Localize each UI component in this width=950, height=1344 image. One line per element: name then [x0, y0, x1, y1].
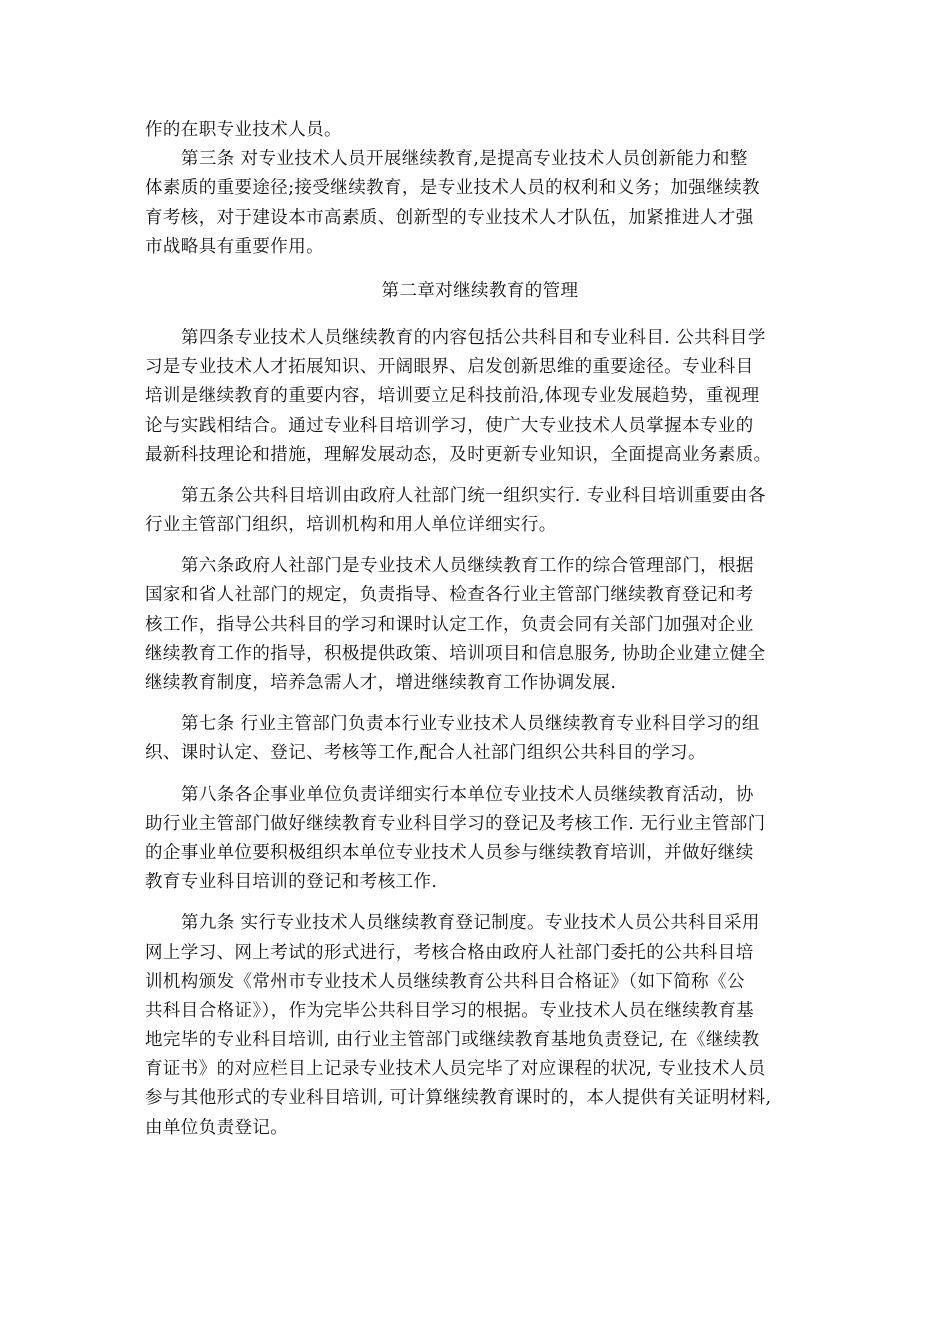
text-line: 育考核，对于建设本市高素质、创新型的专业技术人才队伍，加紧推进人才强 [145, 207, 754, 228]
article-6 [145, 552, 815, 698]
text-line: 国家和省人社部门的规定，负责指导、检查各行业主管部门继续教育登记和考 [145, 585, 754, 606]
text-line: 训机构颁发《常州市专业技术人员继续教育公共科目合格证》（如下简称《公 [145, 971, 745, 992]
text-line: 第三条 对专业技术人员开展继续教育,是提高专业技术人员创新能力和整 [181, 149, 748, 170]
text-line: 助行业主管部门做好继续教育专业科目学习的登记及考核工作. 无行业主管部门 [145, 813, 766, 834]
text-line: 行业主管部门组织，培训机构和用人单位详细实行。 [145, 515, 557, 536]
text-line: 育证书》的对应栏目上记录专业技术人员完毕了对应课程的状况, 专业技术人员 [145, 1059, 766, 1080]
text-line: 习是专业技术人才拓展知识、开阔眼界、启发创新思维的重要途径。专业科目 [145, 357, 754, 378]
text-line: 第七条 行业主管部门负责本行业专业技术人员继续教育专业科目学习的组 [181, 714, 760, 735]
article-7 [145, 710, 815, 768]
article-5 [145, 482, 815, 540]
text-line: 第四条专业技术人员继续教育的内容包括公共科目和专业科目. 公共科目学 [181, 327, 766, 348]
paragraph-continuation [145, 116, 815, 145]
text-line: 体素质的重要途径;接受继续教育，是专业技术人员的权利和义务；加强继续教 [145, 178, 760, 199]
document-page [145, 116, 815, 1143]
article-8 [145, 781, 815, 898]
text-line: 参与其他形式的专业科目培训, 可计算继续教育课时的，本人提供有关证明材料, [145, 1088, 772, 1109]
text-line: 织、课时认定、登记、考核等工作,配合人社部门组织公共科目的学习。 [145, 743, 706, 764]
article-4 [145, 324, 815, 470]
text-line: 由单位负责登记。 [145, 1117, 289, 1138]
text-line: 市战略具有重要作用。 [145, 236, 324, 257]
text-line: 第六条政府人社部门是专业技术人员继续教育工作的综合管理部门，根据 [181, 556, 754, 577]
text-line: 继续教育工作的指导，积极提供政策、培训项目和信息服务, 协助企业建立健全 [145, 643, 766, 664]
text-line: 网上学习、网上考试的形式进行，考核合格由政府人社部门委托的公共科目培 [145, 942, 754, 963]
text-line: 最新科技理论和措施，理解发展动态，及时更新专业知识，全面提高业务素质。 [145, 444, 772, 465]
article-9 [145, 909, 815, 1143]
text-line: 论与实践相结合。通过专业科目培训学习，使广大专业技术人员掌握本专业的 [145, 415, 754, 436]
text-line: 继续教育制度，培养急需人才，增进继续教育工作协调发展. [145, 673, 617, 693]
text-line: 教育专业科目培训的登记和考核工作. [145, 872, 438, 893]
text-line: 共科目合格证》），作为完毕公共科目学习的根据。专业技术人员在继续教育基 [145, 1000, 754, 1021]
text-line: 作的在职专业技术人员。 [145, 120, 342, 140]
text-line: 核工作，指导公共科目的学习和课时认定工作，负责会同有关部门加强对企业 [145, 614, 754, 635]
text-line: 的企事业单位要积极组织本单位专业技术人员参与继续教育培训，并做好继续 [145, 842, 754, 863]
chapter-heading: 第二章对继续教育的管理 [381, 280, 579, 301]
text-line: 第八条各企事业单位负责详细实行本单位专业技术人员继续教育活动，协 [181, 784, 754, 805]
text-line: 第九条 实行专业技术人员继续教育登记制度。专业技术人员公共科目采用 [181, 913, 760, 934]
article-3 [145, 145, 815, 262]
text-line: 培训是继续教育的重要内容，培训要立足科技前沿,体现专业发展趋势，重视理 [145, 386, 760, 407]
text-line: 第五条公共科目培训由政府人社部门统一组织实行. 专业科目培训重要由各 [181, 485, 766, 506]
text-line: 地完毕的专业科目培训, 由行业主管部门或继续教育基地负责登记, 在《继续教 [145, 1030, 760, 1051]
